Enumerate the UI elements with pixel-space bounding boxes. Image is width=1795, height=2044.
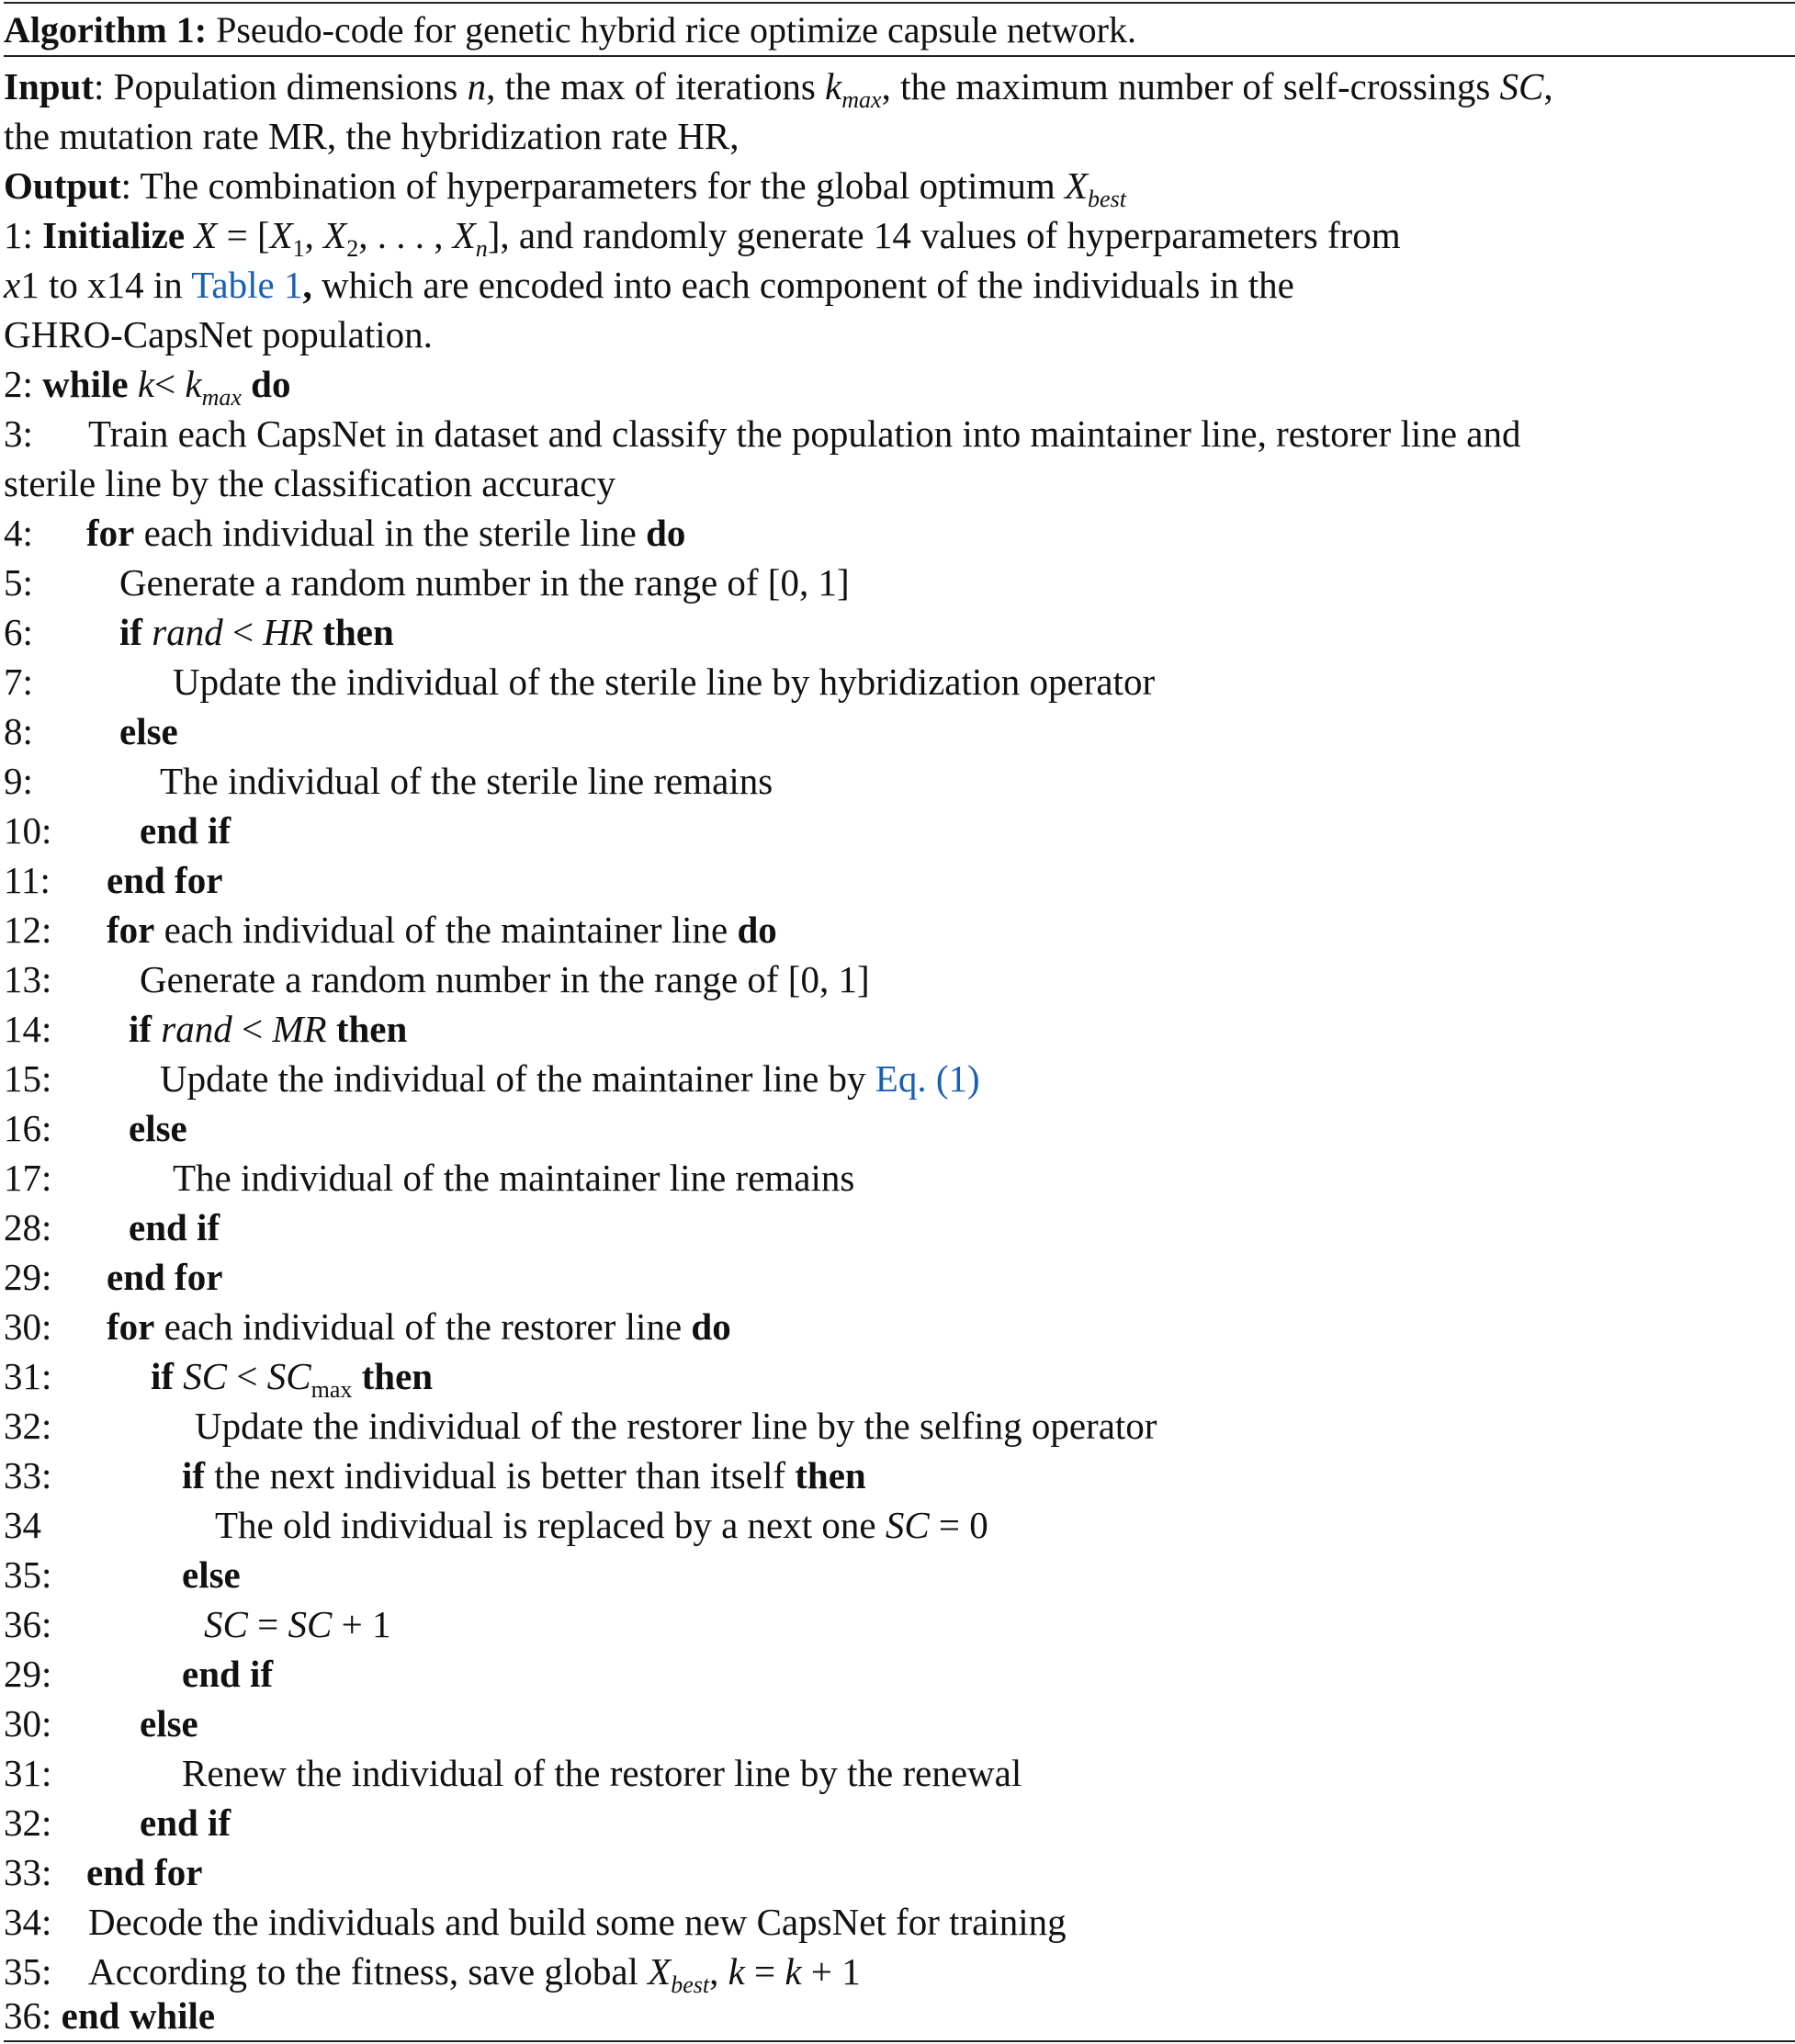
keyword-for: for bbox=[107, 909, 155, 951]
less-than: < bbox=[154, 363, 186, 405]
input-text-b: , the max of iterations bbox=[486, 65, 826, 107]
step-number: 16: bbox=[4, 1107, 52, 1149]
step-number: 34 bbox=[4, 1504, 41, 1546]
keyword-if: if bbox=[182, 1454, 206, 1496]
var-sc: SC bbox=[885, 1504, 930, 1546]
step-number: 28: bbox=[4, 1206, 52, 1248]
input-text-c: , the maximum number of self-crossings bbox=[881, 65, 1500, 107]
comma: , bbox=[709, 1950, 728, 1993]
step-9-line bbox=[160, 756, 773, 806]
step-number: 32: bbox=[4, 1405, 52, 1447]
step-number: 36: bbox=[4, 1994, 52, 2037]
input-k-subscript: max bbox=[841, 86, 882, 113]
step-1-text-c: GHRO-CapsNet population. bbox=[4, 313, 433, 356]
step-number: 30: bbox=[4, 1702, 52, 1745]
step-12-num bbox=[4, 905, 51, 954]
step-15-text: Update the individual of the maintainer line by bbox=[160, 1057, 875, 1100]
step-number: 5: bbox=[4, 561, 33, 604]
var-hr: HR bbox=[263, 611, 314, 653]
var-x1: X bbox=[269, 214, 293, 256]
keyword-then: then bbox=[322, 611, 394, 653]
output-x: X bbox=[1065, 164, 1089, 207]
step-number: 9: bbox=[4, 760, 33, 802]
eq-1-link[interactable]: Eq. (1) bbox=[875, 1057, 980, 1100]
equals-zero: = 0 bbox=[929, 1504, 988, 1546]
step-3-num bbox=[4, 409, 33, 458]
x1-subscript: 1 bbox=[292, 235, 305, 262]
step-number: 32: bbox=[4, 1801, 52, 1844]
var-k-max: k bbox=[185, 363, 202, 405]
step-23-line bbox=[182, 1451, 866, 1500]
step-14-line bbox=[129, 1004, 407, 1054]
step-number: 12: bbox=[4, 909, 52, 951]
step-34-line bbox=[4, 1991, 215, 2040]
step-18-num bbox=[4, 1203, 51, 1252]
var-k: k bbox=[785, 1950, 802, 1993]
step-number: 8: bbox=[4, 710, 33, 752]
keyword-end-for: end for bbox=[86, 1851, 203, 1893]
step-number: 33: bbox=[4, 1454, 52, 1496]
step-2-line bbox=[4, 359, 290, 409]
k-max-subscript: max bbox=[201, 384, 242, 411]
step-23-text: the next individual is better than itself bbox=[205, 1454, 796, 1496]
step-13-num bbox=[4, 954, 51, 1004]
step-23-num bbox=[4, 1451, 51, 1500]
step-number: 36: bbox=[4, 1603, 52, 1645]
step-21-num bbox=[4, 1351, 51, 1401]
step-29-line bbox=[182, 1748, 1022, 1798]
step-20-line bbox=[107, 1302, 731, 1351]
step-11-line bbox=[107, 855, 222, 905]
keyword-end-if: end if bbox=[140, 1801, 231, 1844]
step-10-line bbox=[140, 806, 231, 855]
step-5-text: Generate a random number in the range of [0, 1] bbox=[119, 561, 850, 604]
step-12-text: each individual of the maintainer line bbox=[154, 909, 738, 951]
step-26-num bbox=[4, 1599, 51, 1649]
comma-1: , bbox=[304, 214, 324, 256]
keyword-initialize: Initialize bbox=[42, 214, 186, 256]
step-number: 11: bbox=[4, 859, 51, 901]
step-1-line bbox=[4, 210, 1401, 260]
output-label: Output bbox=[4, 164, 121, 207]
step-17-text: The individual of the maintainer line remains bbox=[173, 1157, 855, 1199]
step-29-num bbox=[4, 1748, 51, 1798]
var-sc: SC bbox=[288, 1603, 333, 1645]
less-than: < bbox=[222, 611, 264, 653]
keyword-then: then bbox=[361, 1355, 434, 1397]
step-number: 17: bbox=[4, 1157, 52, 1199]
keyword-if: if bbox=[119, 611, 143, 653]
step-7-text: Update the individual of the sterile line by hybridization operator bbox=[173, 661, 1156, 703]
step-number: 2: bbox=[4, 363, 33, 405]
step-28-num bbox=[4, 1699, 51, 1748]
keyword-else: else bbox=[129, 1107, 187, 1149]
equals: = bbox=[247, 1603, 288, 1645]
step-number: 31: bbox=[4, 1355, 52, 1397]
step-number: 15: bbox=[4, 1057, 52, 1100]
step-15-num bbox=[4, 1054, 51, 1103]
top-rule bbox=[4, 2, 1795, 4]
step-5-num bbox=[4, 558, 33, 607]
step-4-text: each individual in the sterile line bbox=[134, 512, 647, 554]
step-number: 13: bbox=[4, 958, 52, 1000]
keyword-end-while: end while bbox=[61, 1994, 216, 2037]
step-19-line bbox=[107, 1252, 222, 1302]
equals-bracket: = [ bbox=[217, 214, 270, 256]
x-best-subscript: best bbox=[671, 1971, 710, 1998]
step-number: 29: bbox=[4, 1653, 52, 1695]
step-27-num bbox=[4, 1649, 51, 1699]
keyword-else: else bbox=[140, 1702, 198, 1745]
step-number: 10: bbox=[4, 809, 52, 852]
step-15-line bbox=[160, 1054, 980, 1103]
table-1-link[interactable]: Table 1 bbox=[191, 264, 303, 306]
step-24-text: The old individual is replaced by a next one bbox=[215, 1504, 886, 1546]
step-9-text: The individual of the sterile line remains bbox=[160, 760, 773, 802]
header-rule bbox=[4, 55, 1795, 57]
step-number: 14: bbox=[4, 1008, 52, 1050]
var-x: X bbox=[194, 214, 218, 256]
output-x-subscript: best bbox=[1088, 186, 1126, 212]
var-sc: SC bbox=[183, 1355, 228, 1397]
step-4-num bbox=[4, 508, 33, 558]
var-mr: MR bbox=[272, 1008, 327, 1050]
step-17-num bbox=[4, 1153, 51, 1203]
less-than: < bbox=[231, 1008, 273, 1050]
step-25-line bbox=[182, 1550, 241, 1599]
step-22-num bbox=[4, 1401, 51, 1451]
input-line-2-text: the mutation rate MR, the hybridization rate HR, bbox=[4, 115, 739, 157]
input-line-2 bbox=[4, 111, 739, 161]
keyword-end-if: end if bbox=[182, 1653, 274, 1695]
less-than: < bbox=[227, 1355, 267, 1397]
step-11-num bbox=[4, 855, 51, 905]
keyword-else: else bbox=[182, 1553, 241, 1596]
step-22-line bbox=[195, 1401, 1157, 1451]
step-1-line-3 bbox=[4, 310, 433, 359]
x2-subscript: 2 bbox=[346, 235, 359, 262]
caption-label: Algorithm 1: bbox=[4, 9, 208, 51]
step-26-line bbox=[204, 1599, 390, 1649]
step-18-line bbox=[129, 1203, 220, 1252]
step-number: 29: bbox=[4, 1256, 52, 1298]
step-17-line bbox=[173, 1153, 854, 1203]
step-30-line bbox=[140, 1798, 231, 1847]
step-5-line bbox=[119, 558, 850, 607]
keyword-end-if: end if bbox=[140, 809, 231, 852]
step-19-num bbox=[4, 1252, 51, 1302]
step-number: 30: bbox=[4, 1305, 52, 1348]
step-21-line bbox=[151, 1351, 433, 1401]
step-16-num bbox=[4, 1103, 51, 1153]
keyword-end-for: end for bbox=[107, 1256, 223, 1298]
step-25-num bbox=[4, 1550, 51, 1599]
step-10-num bbox=[4, 806, 51, 855]
step-4-line bbox=[86, 508, 685, 558]
input-text-d: , bbox=[1543, 65, 1553, 107]
equals: = bbox=[744, 1950, 785, 1993]
step-20-num bbox=[4, 1302, 51, 1351]
step-8-num bbox=[4, 706, 33, 756]
step-14-num bbox=[4, 1004, 51, 1054]
step-number: 33: bbox=[4, 1851, 52, 1893]
step-27-line bbox=[182, 1649, 273, 1699]
step-1-line-2 bbox=[4, 260, 1294, 310]
var-rand: rand bbox=[152, 611, 223, 653]
keyword-for: for bbox=[107, 1305, 155, 1348]
step-31-num bbox=[4, 1847, 51, 1897]
step-6-line bbox=[119, 607, 394, 657]
keyword-do: do bbox=[691, 1305, 731, 1348]
step-8-line bbox=[119, 706, 178, 756]
step-number: 34: bbox=[4, 1901, 52, 1943]
keyword-for: for bbox=[86, 512, 135, 554]
step-3-text: Train each CapsNet in dataset and classify the population into maintainer line, restorer line and bbox=[88, 412, 1521, 455]
sc-max-subscript: max bbox=[310, 1376, 353, 1403]
keyword-do: do bbox=[251, 363, 291, 405]
algorithm-caption bbox=[4, 7, 1136, 53]
keyword-do: do bbox=[646, 512, 686, 554]
step-16-line bbox=[129, 1103, 187, 1153]
step-13-line bbox=[140, 954, 870, 1004]
step-number: 6: bbox=[4, 611, 33, 653]
keyword-end-for: end for bbox=[107, 859, 223, 901]
var-xn: X bbox=[452, 214, 476, 256]
keyword-do: do bbox=[737, 909, 777, 951]
step-number: 35: bbox=[4, 1553, 52, 1596]
step-29-text: Renew the individual of the restorer line by the renewal bbox=[182, 1752, 1022, 1794]
step-33-text: According to the fitness, save global bbox=[88, 1950, 649, 1993]
keyword-if: if bbox=[129, 1008, 152, 1050]
input-line bbox=[4, 62, 1553, 111]
var-k: k bbox=[137, 363, 155, 405]
step-7-line bbox=[173, 657, 1155, 706]
keyword-then: then bbox=[335, 1008, 408, 1050]
step-number: 7: bbox=[4, 661, 33, 703]
step-7-num bbox=[4, 657, 33, 706]
step-number: 4: bbox=[4, 512, 33, 554]
step-number: 1: bbox=[4, 214, 33, 256]
ellipsis: , . . . , bbox=[358, 214, 453, 256]
bold-comma: , bbox=[302, 264, 312, 306]
step-9-num bbox=[4, 756, 33, 806]
var-rand: rand bbox=[161, 1008, 232, 1050]
step-31-line bbox=[86, 1847, 202, 1897]
input-text-a: : Population dimensions bbox=[94, 65, 468, 107]
step-3-line bbox=[88, 409, 1520, 458]
step-1-text-b: which are encoded into each component of the individuals in the bbox=[311, 264, 1294, 306]
step-28-line bbox=[140, 1699, 198, 1748]
step-number: 3: bbox=[4, 412, 33, 455]
keyword-else: else bbox=[119, 710, 178, 752]
keyword-end-if: end if bbox=[129, 1206, 220, 1248]
step-32-line bbox=[88, 1897, 1067, 1947]
step-3-line-2 bbox=[4, 458, 615, 508]
step-32-num bbox=[4, 1897, 51, 1947]
plus-one: + 1 bbox=[801, 1950, 861, 1993]
input-label: Input bbox=[4, 65, 95, 107]
var-sc: SC bbox=[204, 1603, 248, 1645]
step-1-text-a: 1 to x14 in bbox=[20, 264, 192, 306]
var-x-lower: x bbox=[4, 264, 21, 306]
var-x-best: X bbox=[648, 1950, 672, 1993]
input-k: k bbox=[825, 65, 842, 107]
var-k: k bbox=[728, 1950, 745, 1993]
input-sc: SC bbox=[1499, 65, 1544, 107]
output-text: : The combination of hyperparameters for the global optimum bbox=[120, 164, 1065, 207]
keyword-if: if bbox=[151, 1355, 175, 1397]
step-22-text: Update the individual of the restorer line by the selfing operator bbox=[195, 1405, 1157, 1447]
step-33-line bbox=[88, 1947, 861, 1996]
var-sc-max: SC bbox=[266, 1355, 311, 1397]
caption-text: Pseudo-code for genetic hybrid rice optimize capsule network. bbox=[216, 9, 1136, 51]
step-30-num bbox=[4, 1798, 51, 1847]
output-line bbox=[4, 161, 1126, 210]
plus-one: + 1 bbox=[332, 1603, 391, 1645]
step-3-text-2: sterile line by the classification accuracy bbox=[4, 462, 615, 504]
step-13-text: Generate a random number in the range of [0, 1] bbox=[140, 958, 870, 1000]
var-x2: X bbox=[323, 214, 347, 256]
step-32-text: Decode the individuals and build some new CapsNet for training bbox=[88, 1901, 1067, 1943]
keyword-then: then bbox=[795, 1454, 866, 1496]
bottom-rule bbox=[4, 2040, 1795, 2042]
step-number: 35: bbox=[4, 1950, 52, 1993]
step-6-num bbox=[4, 607, 33, 657]
xn-subscript: n bbox=[475, 235, 488, 262]
step-12-line bbox=[107, 905, 777, 954]
step-24-num bbox=[4, 1500, 41, 1550]
keyword-while: while bbox=[42, 363, 129, 405]
step-33-num bbox=[4, 1947, 51, 1996]
step-1-text: ], and randomly generate 14 values of hyperparameters from bbox=[487, 214, 1401, 256]
step-20-text: each individual of the restorer line bbox=[154, 1305, 692, 1348]
step-number: 31: bbox=[4, 1752, 52, 1794]
input-n: n bbox=[467, 65, 487, 107]
step-24-line bbox=[215, 1500, 988, 1550]
